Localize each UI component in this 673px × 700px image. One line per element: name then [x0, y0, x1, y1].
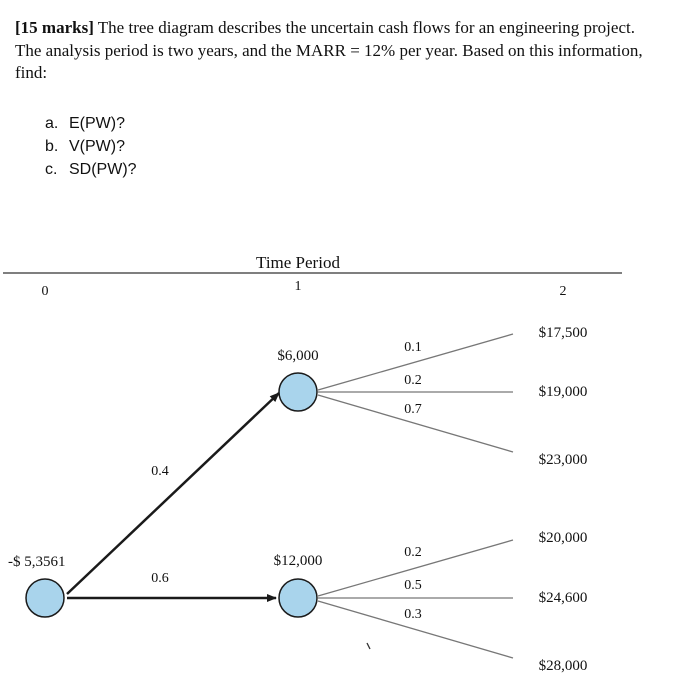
outcome-2-1: $20,000	[538, 530, 588, 546]
period-1-label: 1	[294, 279, 302, 294]
edge-root-to-node-1	[67, 393, 279, 594]
marks-label: [15 marks]	[15, 18, 94, 37]
branch-2-1-probability: 0.2	[404, 545, 422, 560]
branch-1-1-probability: 0.1	[404, 340, 422, 355]
outcome-1-1: $17,500	[538, 325, 588, 341]
problem-text-line3: find:	[15, 63, 48, 82]
problem-text-line1: The tree diagram describes the uncertain cash flows for an engineering project.	[93, 18, 635, 37]
branch-2-2-probability: 0.5	[404, 578, 422, 593]
outcome-2-2: $24,600	[538, 590, 588, 606]
question-b-label: b.	[45, 138, 59, 155]
question-a-label: a.	[45, 115, 59, 132]
period-0-label: 0	[41, 284, 49, 299]
branch-1-2-probability: 0.2	[404, 373, 422, 388]
outcome-1-2: $19,000	[538, 384, 588, 400]
root-node	[26, 579, 64, 617]
branch-1-3-probability: 0.7	[404, 402, 422, 417]
node-2-value: $12,000	[273, 553, 323, 569]
period-2-label: 2	[559, 284, 567, 299]
root-value: -$ 5,3561	[8, 554, 66, 570]
chance-node-2	[279, 579, 317, 617]
question-b-text: V(PW)?	[69, 138, 125, 155]
problem-text-line2: The analysis period is two years, and the MARR = 12% per year. Based on this information,	[15, 40, 643, 60]
node-1-value: $6,000	[277, 348, 319, 364]
node-2-probability: 0.6	[151, 571, 169, 586]
chance-node-1	[279, 373, 317, 411]
question-a-text: E(PW)?	[69, 115, 125, 132]
stray-mark	[367, 643, 370, 649]
time-period-header: Time Period	[256, 253, 340, 272]
branch-2-3-probability: 0.3	[404, 607, 422, 622]
outcome-1-3: $23,000	[538, 452, 588, 468]
node-1-probability: 0.4	[151, 464, 169, 479]
question-c-text: SD(PW)?	[69, 161, 137, 178]
outcome-2-3: $28,000	[538, 658, 588, 674]
question-c-label: c.	[45, 161, 58, 178]
